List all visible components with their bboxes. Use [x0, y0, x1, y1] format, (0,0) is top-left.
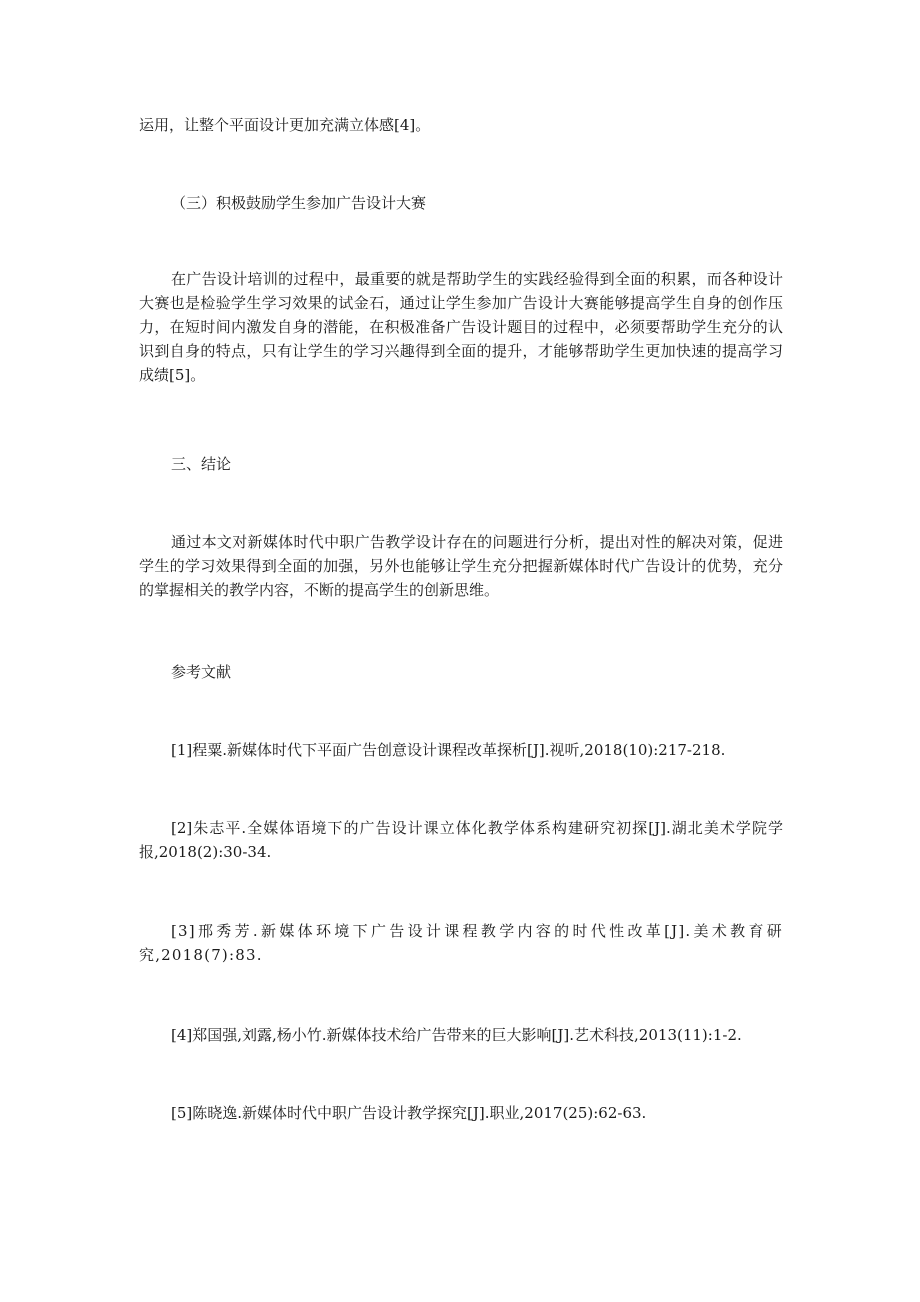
- section-heading-three: （三）积极鼓励学生参加广告设计大赛: [171, 194, 427, 212]
- reference-item-2: [2]朱志平.全媒体语境下的广告设计课立体化教学体系构建研究初探[J].湖北美术学院学报,2018(2):30-34.: [139, 819, 783, 861]
- reference-item-1: [1]程粟.新媒体时代下平面广告创意设计课程改革探析[J].视听,2018(10):217-218.: [171, 741, 726, 759]
- reference-item-4: [4]郑国强,刘露,杨小竹.新媒体技术给广告带来的巨大影响[J].艺术科技,2013(11):1-2.: [171, 1026, 742, 1044]
- paragraph-competition: 在广告设计培训的过程中，最重要的就是帮助学生的实践经验得到全面的积累，而各种设计大赛也是检验学生学习效果的试金石，通过让学生参加广告设计大赛能够提高学生自身的创作压力，在短时间内激发自身的潜能，在积极准备广告设计题目的过程中，必须要帮助学生充分的认识到自身的特点，只有让学生的学习兴趣得到全面的提升，才能够帮助学生更加快速的提高学习成绩[5]。: [139, 270, 783, 384]
- section-heading-references: 参考文献: [171, 663, 232, 681]
- paragraph-conclusion: 通过本文对新媒体时代中职广告教学设计存在的问题进行分析，提出对性的解决对策，促进学生的学习效果得到全面的加强，另外也能够让学生充分把握新媒体时代广告设计的优势，充分的掌握相关的教学内容，不断的提高学生的创新思维。: [139, 533, 783, 599]
- paragraph-continuation: 运用，让整个平面设计更加充满立体感[4]。: [139, 116, 431, 134]
- reference-item-5: [5]陈晓逸.新媒体时代中职广告设计教学探究[J].职业,2017(25):62-63.: [171, 1104, 647, 1122]
- section-heading-conclusion: 三、结论: [171, 455, 232, 473]
- reference-item-3: [3]邢秀芳.新媒体环境下广告设计课程教学内容的时代性改革[J].美术教育研究,2018(7):83.: [139, 922, 783, 964]
